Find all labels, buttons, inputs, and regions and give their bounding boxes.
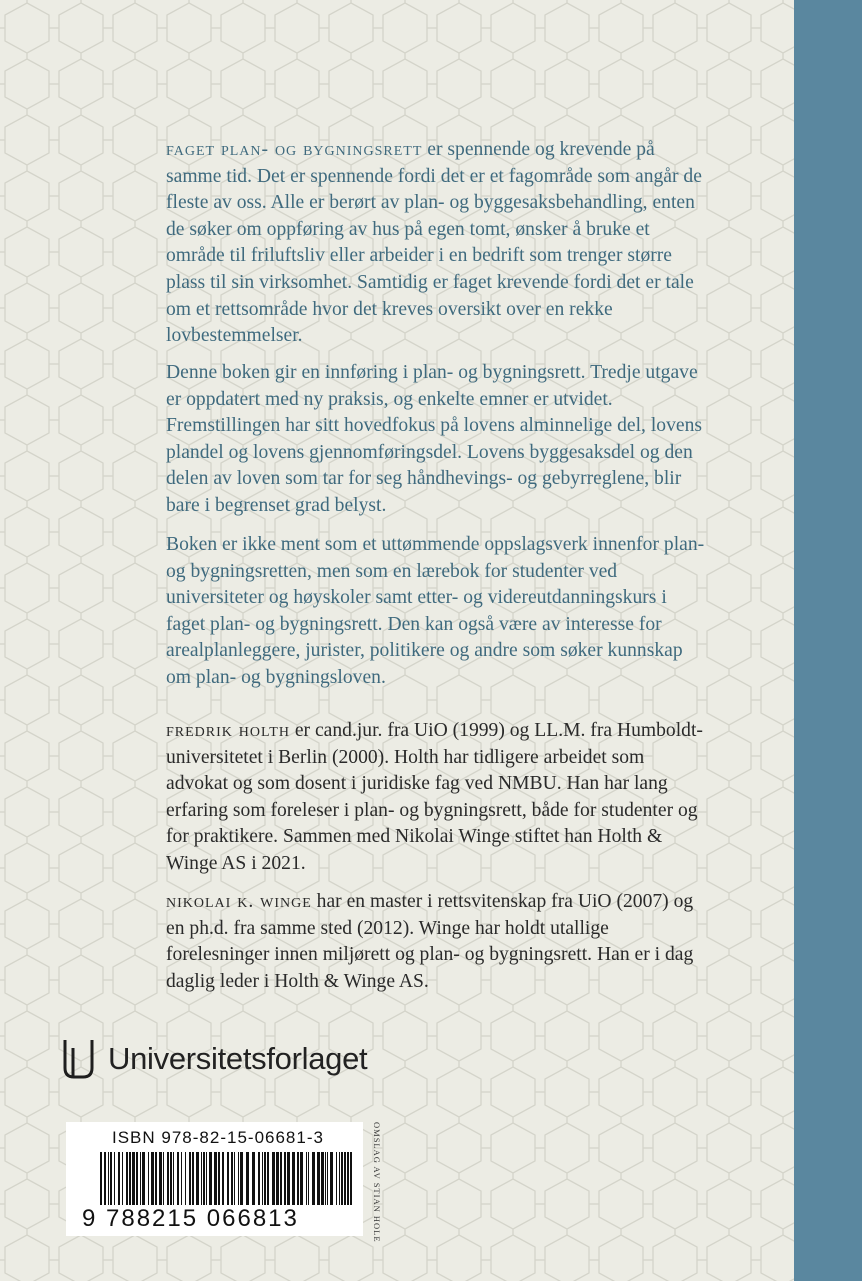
blurb-paragraph-1-text: er spennende og krevende på samme tid. Det er spennende fordi det er et fagområde som angår de fleste av oss. Alle er berørt av plan- og byggesaksbehandling, enten de søker om oppføring av hus på egen tomt, ønsker å bruke et område til friluftsliv eller arbeider i en bedrift som trenger større plass til sin virksomhet. Samtidig er faget krevende fordi det er tale om et rettsområde hvor det kreves oversikt over en rekke lovbestemmelser. — [166, 139, 702, 347]
barcode — [66, 1122, 363, 1236]
publisher-block — [62, 1038, 367, 1080]
isbn-label: ISBN 978-82-15-06681-3 — [112, 1128, 324, 1147]
author-bio-text: er cand.jur. fra UiO (1999) og LL.M. fra Humboldt-universitetet i Berlin (2000). Holth har tidligere arbeidet som advokat og som dosent i juridiske fag ved NMBU. Han har lang erfaring som foreleser i plan- og bygningsrett, både for studenter og for praktikere. Sammen med Nikolai Winge stiftet han Holth & Winge AS i 2021. — [166, 720, 703, 874]
author-bio-text: har en master i rettsvitenskap fra UiO (2007) og en ph.d. fra samme sted (2012). Winge har holdt utallige forelesninger innen miljørett og plan- og bygningsrett. Han er i dag daglig leder i Holth & Winge AS. — [166, 891, 694, 992]
publisher-name: Universitetsforlaget — [108, 1041, 368, 1076]
blurb-paragraph-3: Boken er ikke ment som et uttømmende oppslagsverk innenfor plan- og bygningsretten, men som en lærebok for studenter ved universiteter og høyskoler samt etter- og videreutdanningskurs i faget plan- og bygningsrett. Den kan også være av interesse for arealplanleggere, jurister, politikere og andre som søker kunnskap om plan- og bygningsloven. — [166, 534, 705, 688]
universitetsforlaget-logo-icon — [62, 1038, 96, 1080]
author-name: nikolai k. winge — [166, 891, 312, 912]
author-name: fredrik holth — [166, 720, 290, 741]
author-bio-winge — [166, 889, 706, 995]
author-bio-holth — [166, 718, 706, 878]
spine-stripe — [794, 0, 862, 1281]
barcode-digits: 9 788215 066813 — [82, 1205, 354, 1233]
blurb-paragraph-1 — [166, 137, 706, 350]
blurb-lead-in: faget plan- og bygningsrett — [166, 139, 423, 160]
cover-credit: OMSLAG AV STIAN HOLE — [372, 1122, 382, 1243]
blurb-paragraph-2: Denne boken gir en innføring i plan- og bygningsrett. Tredje utgave er oppdatert med ny praksis, og enkelte emner er utvidet. Fremstillingen har sitt hovedfokus på lovens alminnelige del, lovens plandel og lovens gjennomføringsdel. Lovens byggesaksdel og den delen av loven som tar for seg håndhevings- og gebyrreglene, blir bare i begrenset grad belyst. — [166, 362, 703, 516]
